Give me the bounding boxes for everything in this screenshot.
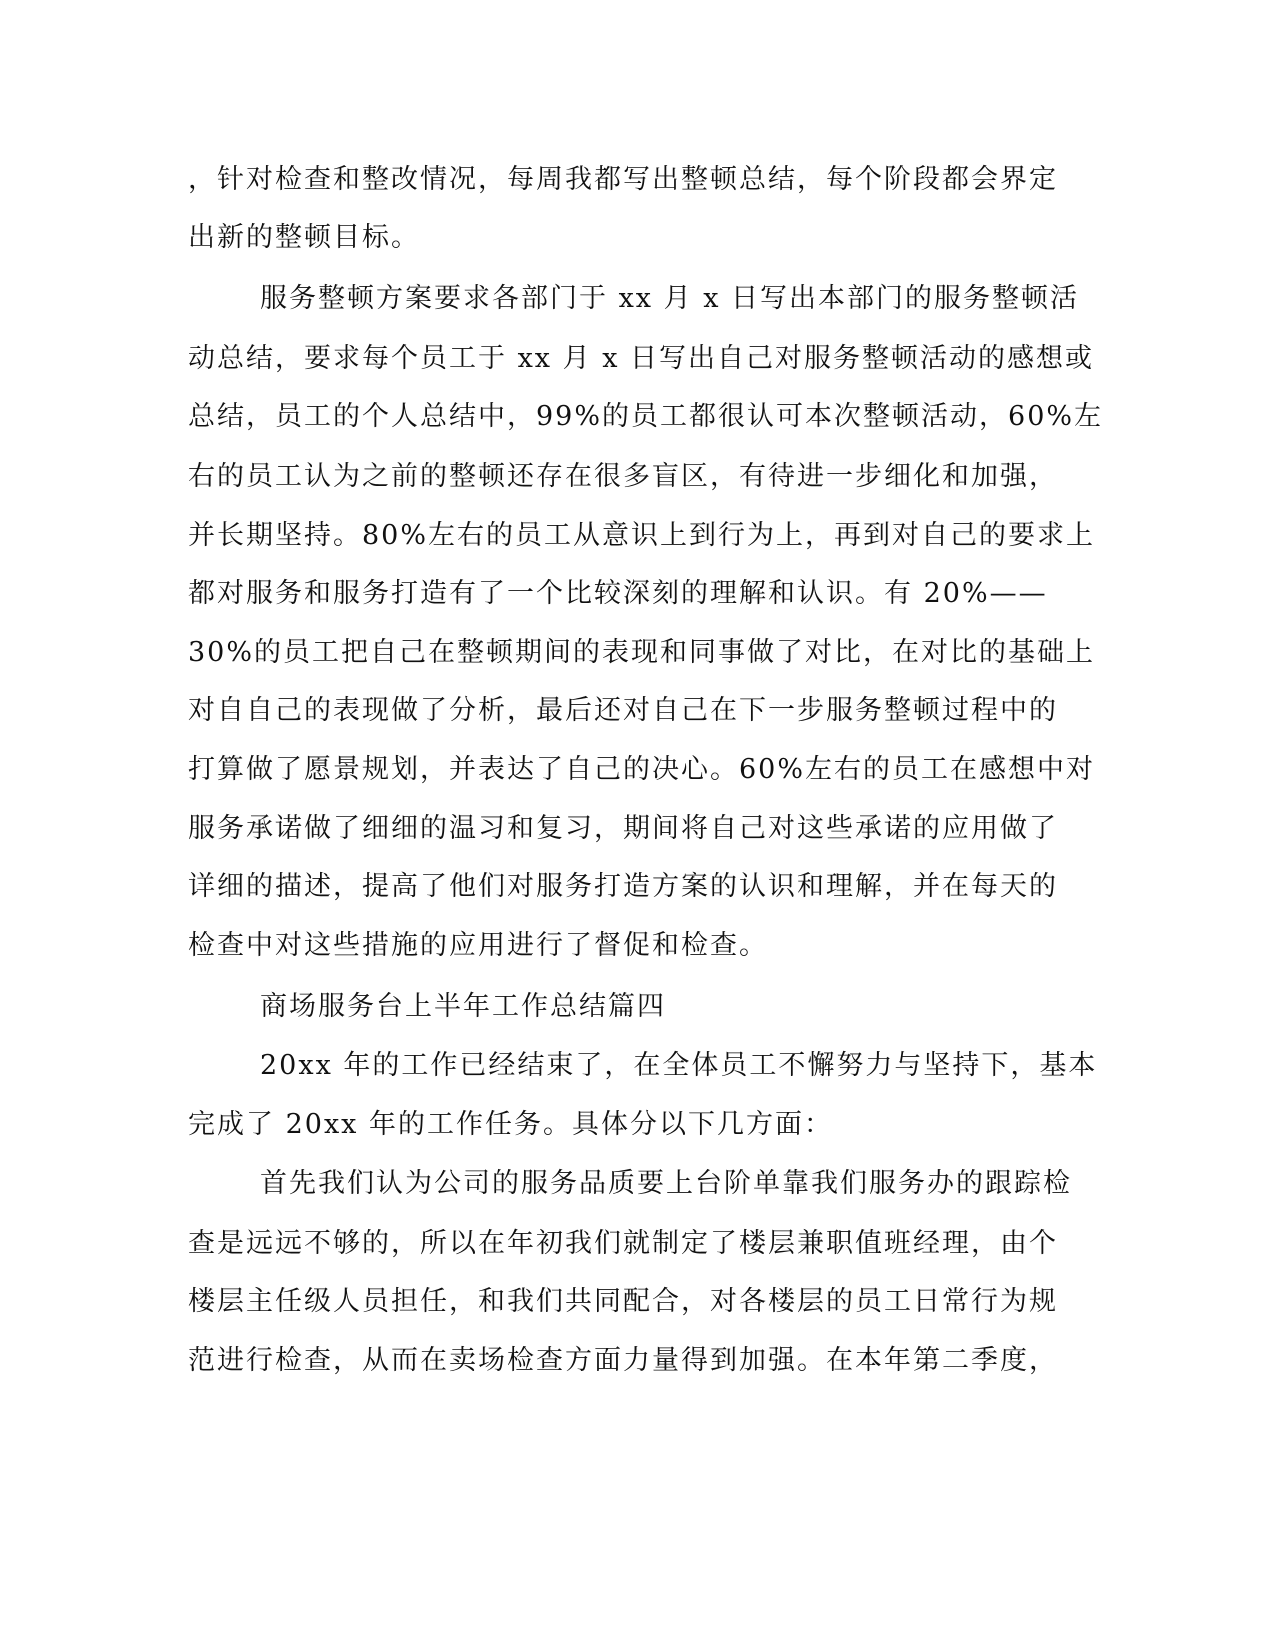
paragraph-first-line: 首先我们认为公司的服务品质要上台阶单靠我们服务办的跟踪检: [260, 1168, 1072, 1199]
section-heading: 商场服务台上半年工作总结篇四: [260, 991, 666, 1022]
text-line: 并长期坚持。80%左右的员工从意识上到行为上，再到对自己的要求上: [188, 520, 1096, 551]
text-line: 查是远远不够的，所以在年初我们就制定了楼层兼职值班经理，由个: [188, 1228, 1058, 1259]
text-line: ，针对检查和整改情况，每周我都写出整顿总结，每个阶段都会界定: [188, 164, 1058, 195]
text-line: 楼层主任级人员担任，和我们共同配合，对各楼层的员工日常行为规: [188, 1286, 1058, 1317]
text-line: 出新的整顿目标。: [188, 222, 420, 253]
text-line: 对自自己的表现做了分析，最后还对自己在下一步服务整顿过程中的: [188, 695, 1058, 726]
text-line: 都对服务和服务打造有了一个比较深刻的理解和认识。有 20%——: [188, 578, 1048, 609]
text-line: 动总结，要求每个员工于 xx 月 x 日写出自己对服务整顿活动的感想或: [188, 343, 1095, 374]
text-line: 总结，员工的个人总结中，99%的员工都很认可本次整顿活动，60%左: [188, 401, 1104, 432]
text-line: 打算做了愿景规划，并表达了自己的决心。60%左右的员工在感想中对: [188, 754, 1096, 785]
text-line: 右的员工认为之前的整顿还存在很多盲区，有待进一步细化和加强，: [188, 461, 1058, 492]
text-line: 详细的描述，提高了他们对服务打造方案的认识和理解，并在每天的: [188, 871, 1058, 902]
text-line: 检查中对这些措施的应用进行了督促和检查。: [188, 930, 768, 961]
text-line: 范进行检查，从而在卖场检查方面力量得到加强。在本年第二季度，: [188, 1345, 1058, 1376]
paragraph-first-line: 服务整顿方案要求各部门于 xx 月 x 日写出本部门的服务整顿活: [260, 283, 1080, 314]
paragraph-first-line: 20xx 年的工作已经结束了，在全体员工不懈努力与坚持下，基本: [260, 1050, 1098, 1081]
text-line: 完成了 20xx 年的工作任务。具体分以下几方面：: [188, 1109, 833, 1140]
text-line: 服务承诺做了细细的温习和复习，期间将自己对这些承诺的应用做了: [188, 813, 1058, 844]
text-line: 30%的员工把自己在整顿期间的表现和同事做了对比，在对比的基础上: [188, 637, 1096, 668]
